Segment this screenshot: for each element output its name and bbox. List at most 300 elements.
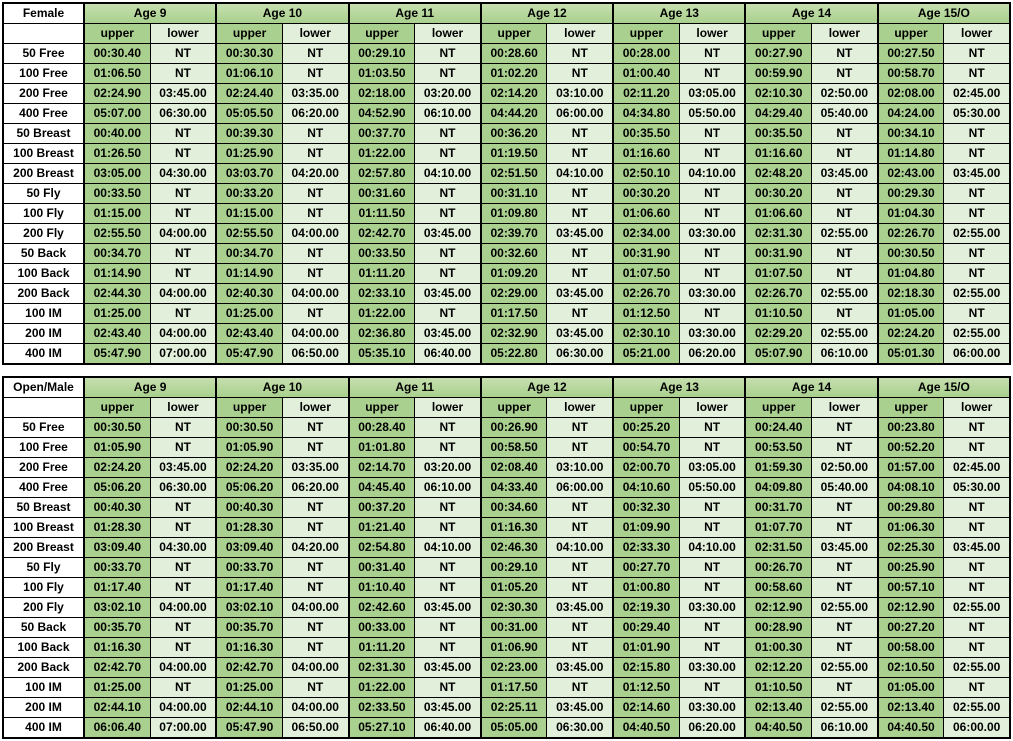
lower-time-cell: 04:00.00	[282, 658, 348, 678]
lower-time-cell: NT	[150, 558, 216, 578]
lower-time-cell: 03:30.00	[679, 224, 745, 244]
lower-time-cell: NT	[812, 618, 878, 638]
upper-time-cell: 00:31.10	[481, 184, 547, 204]
event-label: 100 Back	[3, 264, 84, 284]
blank-corner-cell	[3, 24, 84, 44]
lower-time-cell: 03:20.00	[415, 84, 481, 104]
lower-time-cell: 07:00.00	[150, 718, 216, 739]
lower-time-cell: 04:10.00	[415, 538, 481, 558]
upper-time-cell: 05:07.90	[745, 344, 811, 365]
upper-time-cell: 02:39.70	[481, 224, 547, 244]
event-row	[3, 324, 1010, 344]
upper-time-cell: 05:07.00	[84, 104, 150, 124]
upper-time-cell: 02:11.20	[613, 84, 679, 104]
upper-time-cell: 01:21.40	[349, 518, 415, 538]
upper-time-cell: 04:08.10	[878, 478, 944, 498]
upper-time-cell: 02:24.20	[84, 458, 150, 478]
event-row	[3, 718, 1010, 739]
upper-subheader: upper	[481, 398, 547, 418]
upper-time-cell: 00:33.70	[84, 558, 150, 578]
lower-time-cell: NT	[812, 144, 878, 164]
lower-time-cell: 03:45.00	[415, 698, 481, 718]
upper-time-cell: 00:40.30	[84, 498, 150, 518]
lower-time-cell: NT	[547, 304, 613, 324]
event-label: 50 Fly	[3, 558, 84, 578]
event-row	[3, 578, 1010, 598]
lower-time-cell: NT	[679, 244, 745, 264]
event-label: 400 IM	[3, 718, 84, 739]
age-group-header: Age 15/O	[878, 377, 1010, 398]
female-standards-table	[2, 2, 1011, 365]
lower-time-cell: 06:30.00	[150, 478, 216, 498]
age-group-header: Age 14	[745, 3, 877, 24]
upper-time-cell: 00:30.20	[745, 184, 811, 204]
upper-time-cell: 00:37.70	[349, 124, 415, 144]
lower-time-cell: 04:00.00	[282, 284, 348, 304]
lower-time-cell: NT	[679, 124, 745, 144]
lower-time-cell: 05:50.00	[679, 478, 745, 498]
age-group-header: Age 10	[216, 377, 348, 398]
lower-time-cell: NT	[812, 244, 878, 264]
event-label: 50 Breast	[3, 498, 84, 518]
upper-time-cell: 02:24.90	[84, 84, 150, 104]
lower-time-cell: 04:00.00	[282, 324, 348, 344]
lower-time-cell: NT	[415, 144, 481, 164]
lower-time-cell: 06:00.00	[944, 344, 1010, 365]
event-row	[3, 558, 1010, 578]
upper-time-cell: 02:32.90	[481, 324, 547, 344]
lower-subheader: lower	[679, 398, 745, 418]
lower-time-cell: NT	[150, 304, 216, 324]
upper-time-cell: 02:30.30	[481, 598, 547, 618]
lower-time-cell: 06:10.00	[812, 718, 878, 739]
upper-time-cell: 04:24.00	[878, 104, 944, 124]
upper-time-cell: 02:29.00	[481, 284, 547, 304]
upper-time-cell: 04:40.50	[745, 718, 811, 739]
lower-time-cell: NT	[282, 264, 348, 284]
lower-time-cell: NT	[150, 678, 216, 698]
upper-time-cell: 02:24.20	[878, 324, 944, 344]
upper-time-cell: 00:34.10	[878, 124, 944, 144]
upper-time-cell: 00:35.70	[84, 618, 150, 638]
upper-time-cell: 02:31.50	[745, 538, 811, 558]
lower-time-cell: NT	[415, 678, 481, 698]
event-row	[3, 618, 1010, 638]
lower-time-cell: NT	[812, 44, 878, 64]
lower-time-cell: NT	[547, 64, 613, 84]
upper-time-cell: 04:10.60	[613, 478, 679, 498]
lower-time-cell: NT	[150, 124, 216, 144]
event-label: 200 Free	[3, 458, 84, 478]
upper-time-cell: 04:52.90	[349, 104, 415, 124]
upper-time-cell: 00:33.70	[216, 558, 282, 578]
upper-subheader: upper	[613, 24, 679, 44]
upper-time-cell: 01:25.00	[216, 678, 282, 698]
lower-time-cell: NT	[415, 438, 481, 458]
upper-time-cell: 05:06.20	[216, 478, 282, 498]
event-label: 200 Breast	[3, 164, 84, 184]
age-group-header: Age 14	[745, 377, 877, 398]
lower-time-cell: NT	[547, 498, 613, 518]
upper-time-cell: 00:28.90	[745, 618, 811, 638]
lower-time-cell: NT	[150, 64, 216, 84]
upper-time-cell: 00:31.70	[745, 498, 811, 518]
age-group-header: Age 9	[84, 3, 216, 24]
upper-time-cell: 00:29.10	[481, 558, 547, 578]
lower-time-cell: 02:55.00	[812, 698, 878, 718]
lower-time-cell: NT	[415, 124, 481, 144]
lower-time-cell: NT	[679, 518, 745, 538]
lower-time-cell: NT	[812, 124, 878, 144]
upper-time-cell: 00:30.40	[84, 44, 150, 64]
lower-time-cell: 06:50.00	[282, 718, 348, 739]
lower-time-cell: 02:45.00	[944, 84, 1010, 104]
event-label: 100 IM	[3, 304, 84, 324]
lower-time-cell: NT	[150, 204, 216, 224]
upper-time-cell: 01:10.50	[745, 304, 811, 324]
lower-time-cell: NT	[812, 438, 878, 458]
upper-time-cell: 00:24.40	[745, 418, 811, 438]
upper-time-cell: 02:26.70	[745, 284, 811, 304]
lower-time-cell: NT	[282, 64, 348, 84]
upper-time-cell: 01:06.60	[613, 204, 679, 224]
upper-time-cell: 00:33.50	[84, 184, 150, 204]
upper-time-cell: 05:27.10	[349, 718, 415, 739]
upper-time-cell: 01:07.70	[745, 518, 811, 538]
lower-time-cell: NT	[547, 184, 613, 204]
lower-time-cell: NT	[547, 418, 613, 438]
upper-time-cell: 00:29.30	[878, 184, 944, 204]
upper-time-cell: 02:43.00	[878, 164, 944, 184]
upper-time-cell: 00:31.90	[745, 244, 811, 264]
upper-time-cell: 03:05.00	[84, 164, 150, 184]
lower-time-cell: NT	[282, 578, 348, 598]
upper-time-cell: 02:34.00	[613, 224, 679, 244]
upper-time-cell: 02:00.70	[613, 458, 679, 478]
upper-time-cell: 01:16.30	[84, 638, 150, 658]
lower-time-cell: 06:30.00	[150, 104, 216, 124]
upper-time-cell: 02:13.40	[745, 698, 811, 718]
lower-time-cell: NT	[812, 304, 878, 324]
upper-time-cell: 00:25.90	[878, 558, 944, 578]
upper-time-cell: 02:48.20	[745, 164, 811, 184]
upper-subheader: upper	[481, 24, 547, 44]
upper-subheader: upper	[878, 398, 944, 418]
upper-time-cell: 02:54.80	[349, 538, 415, 558]
lower-time-cell: NT	[282, 44, 348, 64]
lower-time-cell: 06:40.00	[415, 344, 481, 365]
upper-time-cell: 01:57.00	[878, 458, 944, 478]
upper-time-cell: 00:29.80	[878, 498, 944, 518]
lower-time-cell: NT	[944, 438, 1010, 458]
upper-time-cell: 02:57.80	[349, 164, 415, 184]
upper-time-cell: 00:35.70	[216, 618, 282, 638]
upper-time-cell: 01:26.50	[84, 144, 150, 164]
upper-time-cell: 00:25.20	[613, 418, 679, 438]
lower-time-cell: 04:00.00	[150, 224, 216, 244]
upper-time-cell: 02:25.30	[878, 538, 944, 558]
lower-time-cell: 04:00.00	[150, 658, 216, 678]
upper-time-cell: 01:25.00	[84, 678, 150, 698]
lower-time-cell: NT	[547, 518, 613, 538]
upper-time-cell: 00:31.00	[481, 618, 547, 638]
lower-time-cell: 04:10.00	[547, 538, 613, 558]
lower-time-cell: 04:00.00	[282, 224, 348, 244]
lower-time-cell: 05:50.00	[679, 104, 745, 124]
upper-time-cell: 02:14.60	[613, 698, 679, 718]
event-label: 100 IM	[3, 678, 84, 698]
lower-time-cell: NT	[944, 678, 1010, 698]
upper-time-cell: 00:32.30	[613, 498, 679, 518]
event-label: 200 IM	[3, 698, 84, 718]
upper-time-cell: 01:12.50	[613, 304, 679, 324]
upper-time-cell: 00:35.50	[613, 124, 679, 144]
lower-time-cell: NT	[547, 558, 613, 578]
upper-time-cell: 05:06.20	[84, 478, 150, 498]
lower-time-cell: 03:45.00	[415, 224, 481, 244]
upper-time-cell: 01:22.00	[349, 144, 415, 164]
upper-time-cell: 01:02.20	[481, 64, 547, 84]
event-label: 400 IM	[3, 344, 84, 365]
lower-time-cell: NT	[415, 518, 481, 538]
lower-time-cell: NT	[282, 438, 348, 458]
event-row	[3, 284, 1010, 304]
lower-subheader: lower	[282, 398, 348, 418]
event-row	[3, 658, 1010, 678]
upper-time-cell: 01:06.60	[745, 204, 811, 224]
lower-time-cell: NT	[282, 204, 348, 224]
event-row	[3, 678, 1010, 698]
event-label: 200 Breast	[3, 538, 84, 558]
lower-subheader: lower	[944, 24, 1010, 44]
lower-time-cell: NT	[812, 638, 878, 658]
upper-time-cell: 00:54.70	[613, 438, 679, 458]
upper-time-cell: 00:28.60	[481, 44, 547, 64]
age-group-header: Age 11	[349, 3, 481, 24]
event-row	[3, 104, 1010, 124]
upper-time-cell: 00:29.10	[349, 44, 415, 64]
lower-time-cell: NT	[547, 678, 613, 698]
upper-time-cell: 00:28.00	[613, 44, 679, 64]
upper-time-cell: 01:06.90	[481, 638, 547, 658]
lower-time-cell: 03:45.00	[812, 538, 878, 558]
lower-time-cell: NT	[812, 204, 878, 224]
lower-time-cell: NT	[679, 44, 745, 64]
lower-time-cell: 03:45.00	[944, 538, 1010, 558]
upper-subheader: upper	[216, 24, 282, 44]
lower-time-cell: NT	[150, 264, 216, 284]
upper-time-cell: 02:43.40	[84, 324, 150, 344]
lower-time-cell: NT	[415, 558, 481, 578]
event-row	[3, 164, 1010, 184]
upper-time-cell: 01:10.50	[745, 678, 811, 698]
lower-time-cell: 02:55.00	[944, 598, 1010, 618]
event-row	[3, 204, 1010, 224]
lower-time-cell: NT	[547, 264, 613, 284]
lower-time-cell: NT	[679, 618, 745, 638]
lower-time-cell: NT	[150, 578, 216, 598]
lower-time-cell: NT	[944, 498, 1010, 518]
lower-time-cell: 07:00.00	[150, 344, 216, 365]
event-row	[3, 598, 1010, 618]
lower-time-cell: 03:45.00	[415, 658, 481, 678]
lower-time-cell: 04:00.00	[150, 598, 216, 618]
upper-time-cell: 01:11.20	[349, 264, 415, 284]
upper-time-cell: 01:15.00	[216, 204, 282, 224]
lower-time-cell: NT	[679, 418, 745, 438]
upper-time-cell: 01:05.00	[878, 304, 944, 324]
upper-time-cell: 02:44.10	[84, 698, 150, 718]
lower-time-cell: NT	[812, 518, 878, 538]
lower-time-cell: 05:40.00	[812, 478, 878, 498]
lower-time-cell: 06:10.00	[415, 104, 481, 124]
event-label: 100 Breast	[3, 144, 84, 164]
event-row	[3, 224, 1010, 244]
lower-time-cell: NT	[679, 264, 745, 284]
lower-time-cell: NT	[812, 498, 878, 518]
lower-time-cell: NT	[547, 618, 613, 638]
upper-time-cell: 04:40.50	[878, 718, 944, 739]
upper-time-cell: 01:04.80	[878, 264, 944, 284]
lower-time-cell: NT	[812, 558, 878, 578]
upper-time-cell: 02:36.80	[349, 324, 415, 344]
upper-time-cell: 01:22.00	[349, 304, 415, 324]
upper-time-cell: 00:35.50	[745, 124, 811, 144]
event-label: 200 IM	[3, 324, 84, 344]
upper-time-cell: 02:14.20	[481, 84, 547, 104]
upper-time-cell: 02:44.30	[84, 284, 150, 304]
lower-time-cell: 02:55.00	[944, 698, 1010, 718]
upper-time-cell: 00:33.50	[349, 244, 415, 264]
upper-time-cell: 01:05.90	[84, 438, 150, 458]
upper-time-cell: 02:50.10	[613, 164, 679, 184]
upper-time-cell: 01:07.50	[745, 264, 811, 284]
event-row	[3, 438, 1010, 458]
upper-time-cell: 02:13.40	[878, 698, 944, 718]
upper-time-cell: 00:26.90	[481, 418, 547, 438]
lower-time-cell: 03:35.00	[282, 84, 348, 104]
lower-time-cell: 06:50.00	[282, 344, 348, 365]
upper-time-cell: 00:32.60	[481, 244, 547, 264]
event-row	[3, 458, 1010, 478]
lower-time-cell: 05:30.00	[944, 104, 1010, 124]
upper-time-cell: 00:58.50	[481, 438, 547, 458]
upper-time-cell: 00:31.60	[349, 184, 415, 204]
lower-time-cell: 02:50.00	[812, 458, 878, 478]
lower-time-cell: 04:10.00	[679, 538, 745, 558]
lower-time-cell: 06:40.00	[415, 718, 481, 739]
upper-time-cell: 01:10.40	[349, 578, 415, 598]
lower-time-cell: NT	[812, 264, 878, 284]
lower-time-cell: 06:20.00	[679, 718, 745, 739]
event-row	[3, 244, 1010, 264]
age-group-header: Age 15/O	[878, 3, 1010, 24]
lower-time-cell: 04:00.00	[150, 698, 216, 718]
upper-subheader: upper	[84, 24, 150, 44]
lower-time-cell: NT	[547, 638, 613, 658]
lower-time-cell: NT	[547, 578, 613, 598]
upper-time-cell: 02:26.70	[613, 284, 679, 304]
lower-time-cell: 02:55.00	[812, 324, 878, 344]
upper-time-cell: 01:22.00	[349, 678, 415, 698]
lower-time-cell: NT	[547, 144, 613, 164]
upper-subheader: upper	[216, 398, 282, 418]
upper-time-cell: 01:05.20	[481, 578, 547, 598]
lower-time-cell: NT	[812, 418, 878, 438]
lower-time-cell: 05:30.00	[944, 478, 1010, 498]
lower-time-cell: 02:55.00	[812, 598, 878, 618]
lower-time-cell: NT	[944, 618, 1010, 638]
upper-time-cell: 05:21.00	[613, 344, 679, 365]
lower-time-cell: 02:55.00	[812, 658, 878, 678]
upper-time-cell: 01:07.50	[613, 264, 679, 284]
lower-time-cell: NT	[282, 304, 348, 324]
lower-time-cell: NT	[679, 438, 745, 458]
lower-time-cell: 03:45.00	[944, 164, 1010, 184]
table-label: Female	[3, 3, 84, 24]
lower-time-cell: NT	[944, 184, 1010, 204]
upper-time-cell: 00:53.50	[745, 438, 811, 458]
upper-time-cell: 01:01.90	[613, 638, 679, 658]
lower-time-cell: NT	[150, 498, 216, 518]
event-label: 100 Fly	[3, 204, 84, 224]
lower-time-cell: NT	[415, 418, 481, 438]
upper-time-cell: 03:02.10	[84, 598, 150, 618]
upper-time-cell: 02:30.10	[613, 324, 679, 344]
lower-time-cell: 03:45.00	[150, 458, 216, 478]
upper-time-cell: 00:30.50	[216, 418, 282, 438]
upper-time-cell: 02:24.20	[216, 458, 282, 478]
lower-time-cell: 03:45.00	[547, 284, 613, 304]
event-label: 100 Breast	[3, 518, 84, 538]
lower-time-cell: 02:55.00	[944, 324, 1010, 344]
lower-time-cell: NT	[547, 124, 613, 144]
lower-time-cell: 03:45.00	[547, 598, 613, 618]
upper-time-cell: 00:31.90	[613, 244, 679, 264]
upper-time-cell: 01:15.00	[84, 204, 150, 224]
upper-time-cell: 05:35.10	[349, 344, 415, 365]
upper-time-cell: 01:01.80	[349, 438, 415, 458]
upper-time-cell: 01:19.50	[481, 144, 547, 164]
lower-time-cell: NT	[150, 638, 216, 658]
lower-time-cell: NT	[812, 578, 878, 598]
upper-time-cell: 00:26.70	[745, 558, 811, 578]
upper-time-cell: 01:00.80	[613, 578, 679, 598]
lower-time-cell: 03:45.00	[415, 284, 481, 304]
lower-time-cell: NT	[282, 124, 348, 144]
event-row	[3, 64, 1010, 84]
lower-time-cell: 06:10.00	[415, 478, 481, 498]
lower-time-cell: 03:45.00	[812, 164, 878, 184]
event-label: 200 Fly	[3, 224, 84, 244]
lower-time-cell: 05:40.00	[812, 104, 878, 124]
lower-time-cell: 03:45.00	[547, 698, 613, 718]
upper-time-cell: 01:00.40	[613, 64, 679, 84]
event-row	[3, 84, 1010, 104]
lower-time-cell: NT	[282, 144, 348, 164]
event-label: 200 Fly	[3, 598, 84, 618]
upper-time-cell: 02:46.30	[481, 538, 547, 558]
lower-subheader: lower	[547, 398, 613, 418]
lower-time-cell: NT	[150, 618, 216, 638]
upper-time-cell: 00:27.50	[878, 44, 944, 64]
upper-time-cell: 01:12.50	[613, 678, 679, 698]
upper-time-cell: 00:40.30	[216, 498, 282, 518]
upper-time-cell: 01:28.30	[84, 518, 150, 538]
lower-time-cell: NT	[415, 184, 481, 204]
lower-time-cell: NT	[415, 304, 481, 324]
lower-time-cell: NT	[944, 204, 1010, 224]
